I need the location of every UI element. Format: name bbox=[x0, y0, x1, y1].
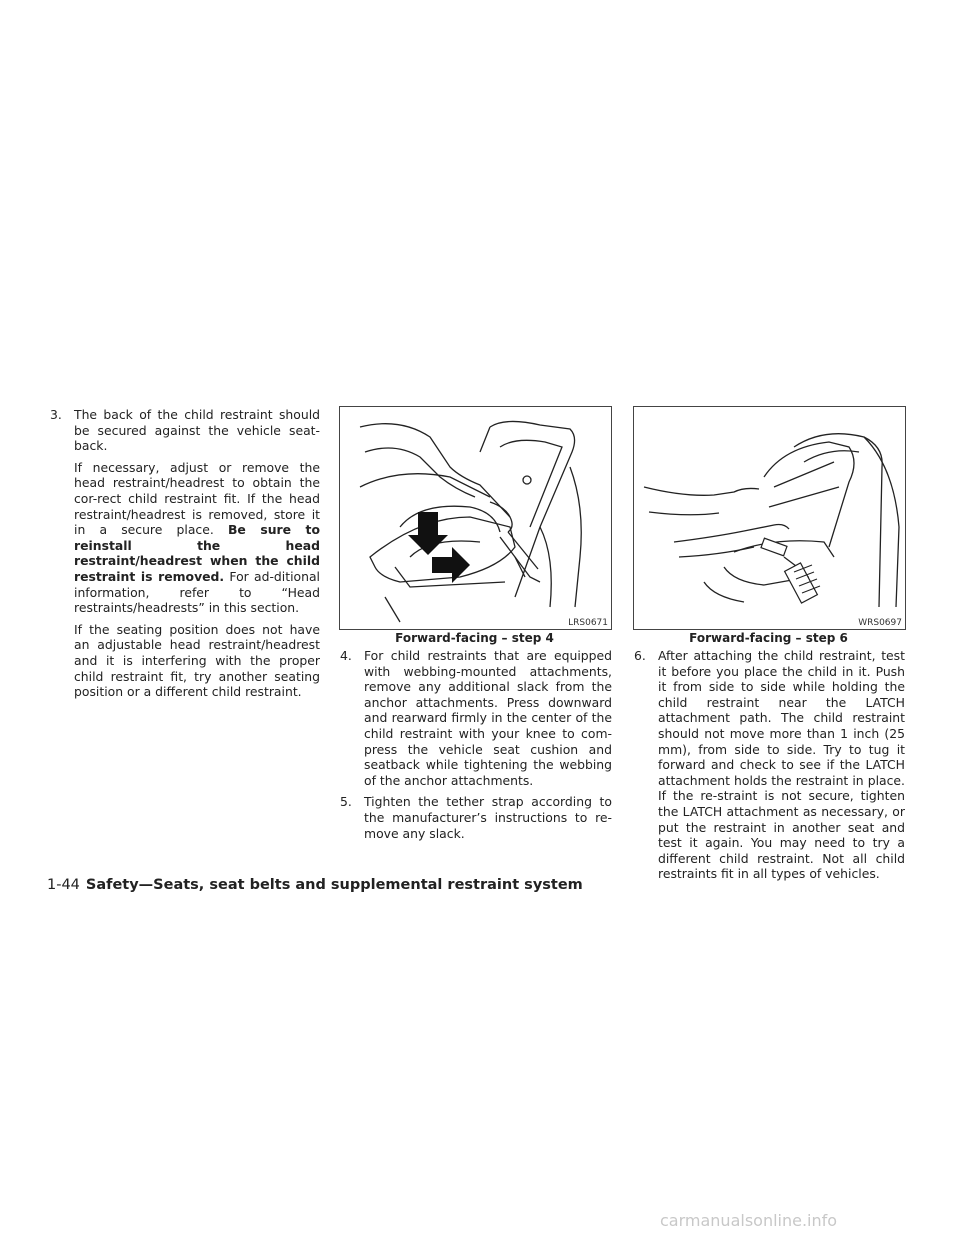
figure-1-caption: Forward-facing – step 4 bbox=[395, 631, 554, 645]
figure-forward-facing-step-6 bbox=[633, 406, 906, 630]
figure-1-code: LRS0671 bbox=[568, 618, 608, 628]
step-4-number: 4. bbox=[340, 648, 352, 663]
child-seat-side-test-illustration bbox=[634, 407, 905, 629]
column-1 bbox=[50, 407, 320, 700]
page-footer bbox=[47, 877, 583, 893]
head-restraint-reference: For ad-ditional information, refer to “Head restraints/headrests” in this section. bbox=[74, 568, 320, 616]
column-2 bbox=[340, 648, 612, 841]
step-3-text: The back of the child restraint should be secured against the vehicle seat-back. bbox=[74, 407, 320, 454]
step-5-text: Tighten the tether strap according to the manufacturer’s instructions to re-move any slack. bbox=[364, 794, 612, 841]
column-3 bbox=[634, 648, 905, 882]
step-4-text: For child restraints that are equipped with webbing-mounted attachments, remove any additional slack from the anchor attachments. Press downward and rearward firmly in the center of the child restraint with your knee to com-press the vehicle seat cushion and seatback while tightening the webbing of the anchor attachments. bbox=[364, 648, 612, 788]
head-restraint-text: If necessary, adjust or remove the head restraint/headrest to obtain the cor-rect child restraint fit. If the head restraint/headrest is removed, store it in a secure place. bbox=[74, 459, 320, 538]
step-5 bbox=[340, 794, 612, 841]
step-3 bbox=[50, 407, 320, 454]
child-seat-knee-press-illustration bbox=[340, 407, 611, 629]
step-6-number: 6. bbox=[634, 648, 646, 663]
figure-forward-facing-step-4 bbox=[339, 406, 612, 630]
step-4 bbox=[340, 648, 612, 788]
figure-2-code: WRS0697 bbox=[858, 618, 902, 628]
watermark: carmanualsonline.info bbox=[660, 1211, 838, 1230]
page-number: 1-44 bbox=[47, 877, 80, 893]
no-adjustable-headrest-paragraph: If the seating position does not have an adjustable head restraint/headrest and it is interfering with the proper child restraint fit, try another seating position or a different child restraint. bbox=[74, 621, 320, 700]
head-restraint-paragraph bbox=[50, 460, 320, 616]
step-6-text: After attaching the child restraint, test it before you place the child in it. Push it from side to side while holding the child restraint near the LATCH attachment path. The child restraint should not move more than 1 inch (25 mm), from side to side. Try to tug it forward and check to see if the LATCH attachment holds the restraint in place. If the re-straint is not secure, tighten the LATCH attachment as necessary, or put the restraint in another seat and test it again. You may need to try a different child restraint. Not all child restraints fit in all types of vehicles. bbox=[658, 648, 905, 882]
step-3-number: 3. bbox=[50, 407, 62, 422]
reinstall-warning: Be sure to reinstall the head restraint/headrest when the child restraint is removed. bbox=[74, 522, 320, 584]
section-title: Safety—Seats, seat belts and supplemental restraint system bbox=[85, 877, 583, 893]
step-5-number: 5. bbox=[340, 794, 352, 810]
step-6 bbox=[634, 648, 905, 882]
figure-2-caption: Forward-facing – step 6 bbox=[689, 631, 848, 645]
